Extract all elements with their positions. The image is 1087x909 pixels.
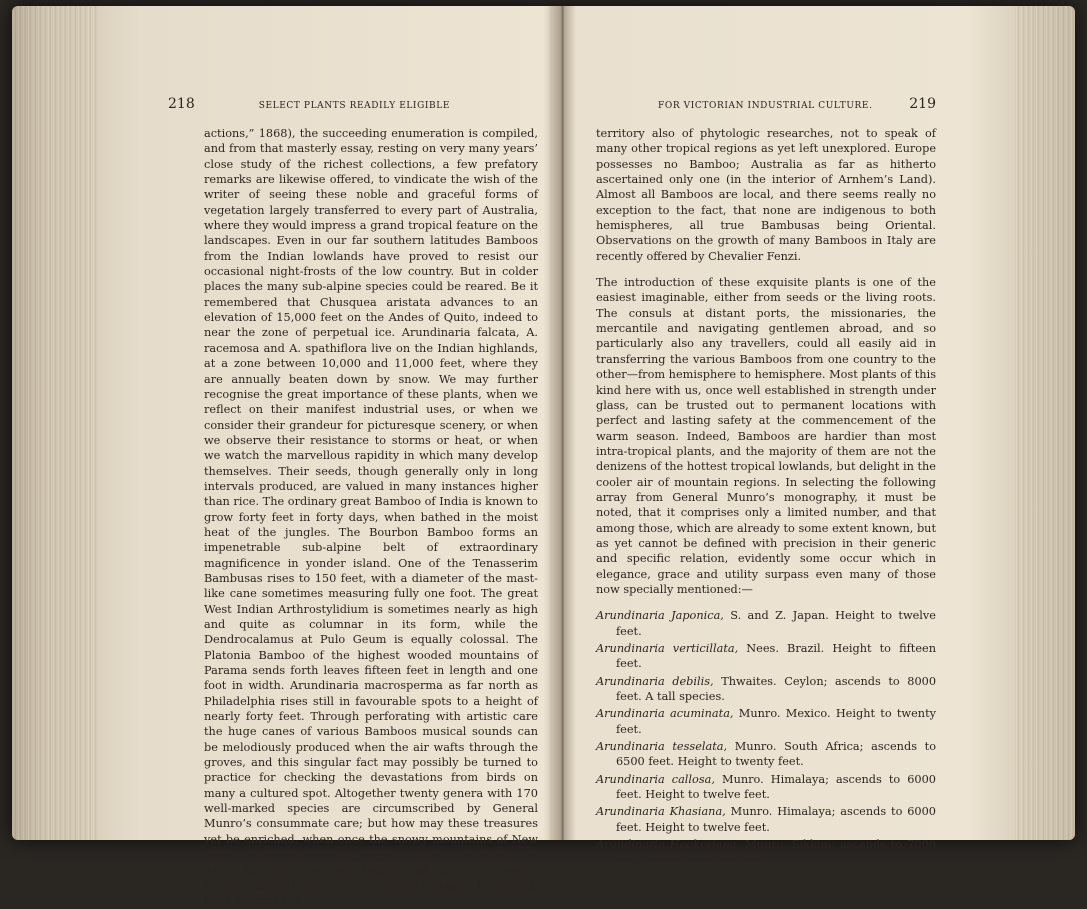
right-page-header — [596, 96, 936, 112]
species-name: Arundinaria callosa, — [596, 772, 715, 786]
paragraph: territory also of phytologic researches, not to speak of many other tropical regions as yet left unexplored. Europe possesses no Bamboo; Australia as far as hitherto ascertained only one (in the interior of Arnhem’s Land). Almost all Bamboos are local, and there seems really no exception to the fact, that none are indigenous to both hemispheres, all true Bambusas being Oriental. Observations on the growth of many Bamboos in Italy are recently offered by Chevalier Fenzi. — [596, 127, 936, 263]
left-page-body: actions,” 1868), the succeeding enumeration is compiled, and from that masterly essay, resting on very many years’ close study of the richest collections, a few prefatory remarks are likewise offered, to vindicate the wish of the writer of seeing these noble and graceful forms of vegetation largely transferred to every part of Australia, where they would impress a grand tropical feature on the landscapes. Even in our far southern latitudes Bamboos from the Indian lowlands have proved to resist our occasional night-frosts of the low country. But in colder places the many sub-alpine species could be reared. Be it remembered that Chusquea aristata advances to an elevation of 15,000 feet on the Andes of Quito, indeed to near the zone of perpetual ice. Arundinaria falcata, A. racemosa and A. spathiflora live on the Indian highlands, at a zone between 10,000 and 11,000 feet, where they are annually beaten down by snow. We may further recognise the great importance of these plants, when we reflect on their manifest industrial uses, or when we consider their grandeur for picturesque scenery, or when we observe their resistance to storms or heat, or when we watch the marvellous rapidity in which many develop themselves. Their seeds, though generally only in long intervals produced, are valued in many instances higher than rice. The ordinary great Bamboo of India is known to grow forty feet in forty days, when bathed in the moist heat of the jungles. The Bourbon Bamboo forms an impenetrable sub-alpine belt of extraordinary magnificence in yonder island. One of the Tenasserim Bambusas rises to 150 feet, with a diameter of the mast-like cane sometimes measuring fully one foot. The great West Indian Arthrostylidium is sometimes nearly as high and quite as columnar in its form, while the Dendrocalamus at Pulo Geum is equally colossal. The Platonia Bamboo of the highest wooded mountains of Parama sends forth leaves fifteen feet in length and one foot in width. Arundinaria macrosperma as far north as Philadelphia rises still in favourable spots to a height of nearly forty feet. Through perforating with artistic care the huge canes of various Bamboos musical sounds can be melodiously produced when the air wafts through the groves, and this singular fact may possibly be turned to practice for checking the devastations from birds on many a cultured spot. Altogether twenty genera with 170 well-marked species are circumscribed by General Munro’s consummate care; but how may these treasures yet be enriched, when once the snowy mountains of New Guinea through Bamboo jungles become ascended, or when the alps on the sources of the Nile, which Ptolemæus and Julius Cæsar already longed to ascend, have become the — [204, 127, 538, 908]
paragraph: The introduction of these exquisite plants is one of the easiest imaginable, either from seeds or the living roots. The consuls at distant ports, the missionaries, the mercantile and navigating gentlemen abroad, and so particularly also any travellers, could all easily aid in transferring the various Bamboos from one country to the other—from hemisphere to hemisphere. Most plants of this kind here with us, once well established in strength under glass, can be trusted out to permanent locations with perfect and lasting safety at the commencement of the warm season. Indeed, Bamboos are hardier than most intra-tropical plants, and the majority of them are not the denizens of the hottest tropical lowlands, but delight in the cooler air of mountain regions. In selecting the following array from General Munro’s monography, it must be noted, that it comprises only a limited number, and that among those, which are already to some extent known, but as yet cannot be defined with precision in their generic and specific relation, evidently some occur which in elegance, grace and utility surpass even many of those now specially mentioned:— — [596, 276, 936, 596]
species-name: Arundinaria Khasiana, — [596, 805, 726, 819]
species-name: Arundinaria verticillata, — [596, 642, 739, 655]
species-list — [596, 608, 936, 868]
page-number: 219 — [909, 96, 936, 112]
species-name: Arundinaria tesselata, — [596, 740, 728, 754]
species-details: Munro. Sikkim; ascends to 7000 feet. Height to fifteen feet. — [616, 838, 936, 867]
species-details: Munro. Himalaya; ascends to 6000 feet. Height to twelve feet. — [616, 772, 936, 802]
left-page-edges — [12, 6, 98, 840]
species-entry — [596, 772, 936, 803]
species-details: Thwaites. Ceylon; ascends to 8000 feet. A tall species. — [616, 674, 937, 704]
species-details: Nees. Brazil. Height to fifteen feet. — [616, 642, 936, 671]
right-page-edges — [1015, 6, 1075, 840]
running-head: FOR VICTORIAN INDUSTRIAL CULTURE. — [658, 101, 873, 111]
species-entry — [596, 608, 936, 639]
right-page — [596, 96, 936, 870]
species-name: Arundinaria acuminata, — [596, 707, 734, 721]
running-head: SELECT PLANTS READILY ELIGIBLE — [258, 101, 450, 111]
species-entry — [596, 641, 936, 672]
left-page-header — [168, 96, 538, 112]
species-name: Arundinaria debilis, — [596, 674, 714, 688]
page-number: 218 — [168, 96, 195, 112]
species-entry — [596, 706, 936, 737]
species-entry — [596, 804, 936, 835]
species-name: Arundinaria Japonica, — [596, 609, 724, 623]
species-details: S. and Z. Japan. Height to twelve feet. — [616, 609, 936, 638]
species-name: Arundinaria Hookeriana, — [596, 838, 741, 852]
left-page — [168, 96, 538, 909]
species-details: Munro. South Africa; ascends to 6500 feet. Height to twenty feet. — [616, 740, 936, 769]
species-entry — [596, 837, 936, 868]
book-gutter — [548, 6, 576, 840]
species-entry — [596, 739, 936, 770]
species-details: Munro. Himalaya; ascends to 6000 feet. Height to twelve feet. — [616, 805, 936, 834]
species-entry — [596, 674, 936, 705]
species-details: Munro. Mexico. Height to twenty feet. — [616, 707, 936, 736]
